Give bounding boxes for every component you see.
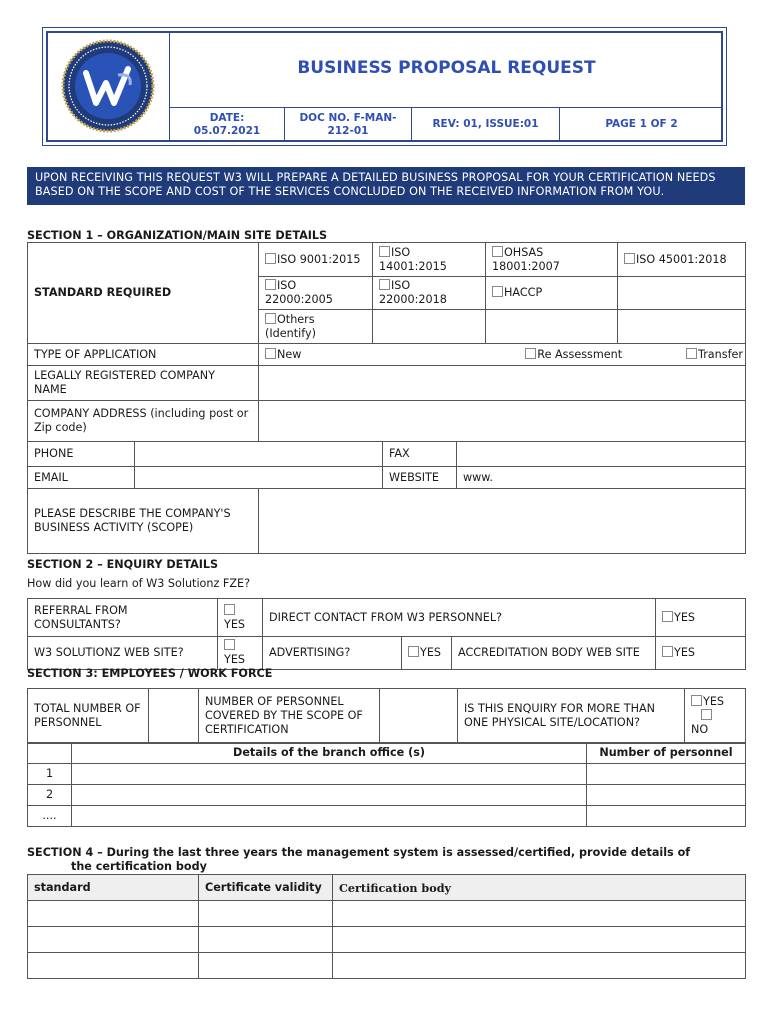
branch-details-input[interactable] (72, 785, 587, 806)
label-line: COVERED BY THE SCOPE OF (205, 709, 363, 722)
std-label: ISO 45001:2018 (636, 252, 727, 266)
label-line: BUSINESS ACTIVITY (SCOPE) (34, 521, 194, 534)
branch-details-input[interactable] (72, 764, 587, 785)
referral-label (28, 599, 218, 637)
checkbox[interactable] (265, 313, 276, 324)
date-label: DATE: (209, 111, 245, 124)
personnel-count-header: Number of personnel (587, 743, 746, 764)
covered-personnel-input[interactable] (380, 689, 458, 744)
std-label: 22000:2018 (379, 293, 447, 306)
std-label: 22000:2005 (265, 293, 333, 306)
label-line: NAME (34, 383, 67, 396)
yes-label: YES (674, 646, 696, 659)
std-label: HACCP (504, 286, 543, 299)
employees-table (27, 688, 746, 744)
enquiry-question: How did you learn of W3 Solutionz FZE? (27, 577, 251, 590)
empty-cell (373, 310, 486, 344)
app-reassessment-label: Re Assessment (537, 347, 623, 361)
std-label: ISO 9001:2015 (277, 252, 361, 266)
checkbox[interactable] (701, 709, 712, 720)
standard-required-label: STANDARD REQUIRED (28, 243, 259, 344)
std-label: 18001:2007 (492, 259, 560, 273)
multi-site-options (685, 689, 746, 744)
standard-input[interactable] (28, 901, 199, 927)
doc-no-line2: 212-01 (327, 124, 369, 137)
address-label (28, 401, 259, 442)
page-number: PAGE 1 OF 2 (605, 118, 678, 130)
fax-label: FAX (383, 442, 457, 467)
covered-personnel-label (199, 689, 380, 744)
std-haccp[interactable] (486, 277, 618, 310)
email-input[interactable] (135, 467, 383, 489)
multi-site-label (458, 689, 685, 744)
app-transfer[interactable] (686, 348, 743, 362)
checkbox[interactable] (408, 646, 419, 657)
multi-site-yes[interactable] (691, 695, 745, 723)
legal-name-label (28, 366, 259, 401)
checkbox[interactable] (379, 246, 390, 257)
empty-cell (618, 310, 746, 344)
branch-table (27, 742, 746, 827)
phone-label: PHONE (28, 442, 135, 467)
type-of-application-label: TYPE OF APPLICATION (28, 344, 259, 366)
checkbox[interactable] (492, 286, 503, 297)
col-standard: standard (28, 875, 199, 901)
checkbox[interactable] (686, 348, 697, 359)
website-label: WEBSITE (383, 467, 457, 489)
total-personnel-label (28, 689, 149, 744)
checkbox[interactable] (265, 348, 276, 359)
body-input[interactable] (333, 953, 746, 979)
label-line: PERSONNEL (34, 716, 102, 729)
blank-header (28, 743, 72, 764)
label-line: NUMBER OF PERSONNEL (205, 695, 344, 708)
std-label: ISO (391, 279, 411, 292)
label-line: CONSULTANTS? (34, 617, 121, 631)
advertising-label: ADVERTISING? (263, 637, 402, 670)
standard-input[interactable] (28, 953, 199, 979)
std-iso14001[interactable] (373, 243, 486, 277)
empty-cell (486, 310, 618, 344)
doc-no-line1: DOC NO. F-MAN- (299, 111, 397, 124)
application-options (259, 344, 746, 366)
label-line: COMPANY ADDRESS (including post or (34, 407, 249, 420)
checkbox[interactable] (691, 695, 702, 706)
section-3-title: SECTION 3: EMPLOYEES / WORK FORCE (27, 667, 273, 680)
checkbox[interactable] (265, 253, 276, 264)
yes-label: YES (420, 646, 442, 659)
doc-no-cell (285, 108, 411, 141)
std-iso9001[interactable] (259, 243, 373, 277)
checkbox[interactable] (492, 246, 503, 257)
website-source-label: W3 SOLUTIONZ WEB SITE? (28, 637, 218, 670)
website-source-yes[interactable] (218, 637, 263, 670)
label-line: TOTAL NUMBER OF (34, 702, 141, 715)
checkbox[interactable] (224, 639, 235, 650)
branch-row-number: 2 (28, 785, 72, 806)
email-label: EMAIL (28, 467, 135, 489)
section-1-title: SECTION 1 – ORGANIZATION/MAIN SITE DETAILS (27, 229, 328, 242)
total-personnel-input[interactable] (149, 689, 199, 744)
checkbox[interactable] (525, 348, 536, 359)
accreditation-yes[interactable] (656, 637, 746, 670)
validity-input[interactable] (199, 901, 333, 927)
label-line: IS THIS ENQUIRY FOR MORE THAN (464, 702, 656, 715)
std-iso22000-2018[interactable] (373, 277, 486, 310)
branch-personnel-input[interactable] (587, 764, 746, 785)
intro-banner (27, 167, 745, 205)
direct-contact-label: DIRECT CONTACT FROM W3 PERSONNEL? (263, 599, 656, 637)
label-line: LEGALLY REGISTERED COMPANY (34, 369, 215, 382)
app-new-label: New (277, 347, 302, 361)
std-others[interactable] (259, 310, 373, 344)
legal-name-input[interactable] (259, 366, 746, 401)
scope-table (27, 488, 746, 554)
branch-row-number: 1 (28, 764, 72, 785)
section-2-title: SECTION 2 – ENQUIRY DETAILS (27, 558, 219, 571)
application-table (27, 343, 746, 442)
title-line: SECTION 4 – During the last three years the management system is assessed/certified, provide details of (27, 846, 691, 859)
checkbox[interactable] (662, 646, 673, 657)
col-validity: Certificate validity (199, 875, 333, 901)
date-cell (170, 108, 284, 141)
std-label: ISO (277, 279, 297, 292)
title-line: the certification body (71, 860, 207, 873)
scope-input[interactable] (259, 489, 746, 554)
yes-label: YES (224, 653, 246, 666)
checkbox[interactable] (662, 611, 673, 622)
branch-details-input[interactable] (72, 806, 587, 827)
yes-label: YES (674, 610, 696, 624)
checkbox[interactable] (379, 279, 390, 290)
advertising-yes[interactable] (402, 637, 452, 670)
branch-personnel-input[interactable] (587, 785, 746, 806)
app-reassessment[interactable] (525, 348, 622, 362)
contact-table (27, 441, 746, 489)
validity-input[interactable] (199, 953, 333, 979)
label-line: Zip code) (34, 421, 87, 434)
std-label: 14001:2015 (379, 259, 447, 273)
branch-row-number: .... (28, 806, 72, 827)
address-input[interactable] (259, 401, 746, 442)
checkbox[interactable] (624, 253, 635, 264)
yes-label: YES (703, 695, 725, 708)
app-new[interactable] (265, 348, 301, 362)
label-line: CERTIFICATION (205, 723, 289, 736)
scope-label (28, 489, 259, 554)
standards-table (27, 242, 746, 344)
page-title: BUSINESS PROPOSAL REQUEST (297, 58, 596, 78)
revision: REV: 01, ISSUE:01 (432, 118, 539, 130)
certification-table (27, 874, 746, 979)
body-input[interactable] (333, 901, 746, 927)
date-value: 05.07.2021 (193, 124, 261, 137)
standard-input[interactable] (28, 927, 199, 953)
branch-details-header: Details of the branch office (s) (72, 743, 587, 764)
std-iso45001[interactable] (618, 243, 746, 277)
banner-line-2: BASED ON THE SCOPE AND COST OF THE SERVICES CONCLUDED ON THE RECEIVED INFORMATION FROM YOU. (35, 185, 665, 198)
body-input[interactable] (333, 927, 746, 953)
branch-personnel-input[interactable] (587, 806, 746, 827)
std-iso22000-2005[interactable] (259, 277, 373, 310)
section-4-title (27, 846, 747, 874)
website-input[interactable]: www. (457, 467, 746, 489)
label-line: REFERRAL FROM (34, 603, 128, 617)
label-line: ONE PHYSICAL SITE/LOCATION? (464, 716, 640, 729)
app-transfer-label: Transfer (698, 347, 743, 361)
referral-yes[interactable] (218, 599, 263, 637)
empty-cell (618, 277, 746, 310)
std-label: (Identify) (265, 326, 316, 340)
validity-input[interactable] (199, 927, 333, 953)
phone-input[interactable] (135, 442, 383, 467)
std-label: OHSAS (504, 245, 544, 259)
std-label: ISO (391, 245, 411, 259)
std-ohsas[interactable] (486, 243, 618, 277)
logo-cell (48, 33, 170, 140)
fax-input[interactable] (457, 442, 746, 467)
checkbox[interactable] (224, 604, 235, 615)
direct-contact-yes[interactable] (656, 599, 746, 637)
std-label: Others (277, 312, 315, 326)
enquiry-table (27, 598, 746, 670)
accreditation-label: ACCREDITATION BODY WEB SITE (452, 637, 656, 670)
col-body: Certification body (333, 875, 746, 901)
w3-logo (48, 33, 168, 139)
banner-line-1: UPON RECEIVING THIS REQUEST W3 WILL PREPARE A DETAILED BUSINESS PROPOSAL FOR YOUR CERTIFICATION NEEDS (35, 171, 716, 184)
label-line: PLEASE DESCRIBE THE COMPANY'S (34, 507, 231, 520)
multi-site-no[interactable]: NO (691, 723, 709, 736)
yes-label: YES (224, 617, 246, 631)
checkbox[interactable] (265, 279, 276, 290)
